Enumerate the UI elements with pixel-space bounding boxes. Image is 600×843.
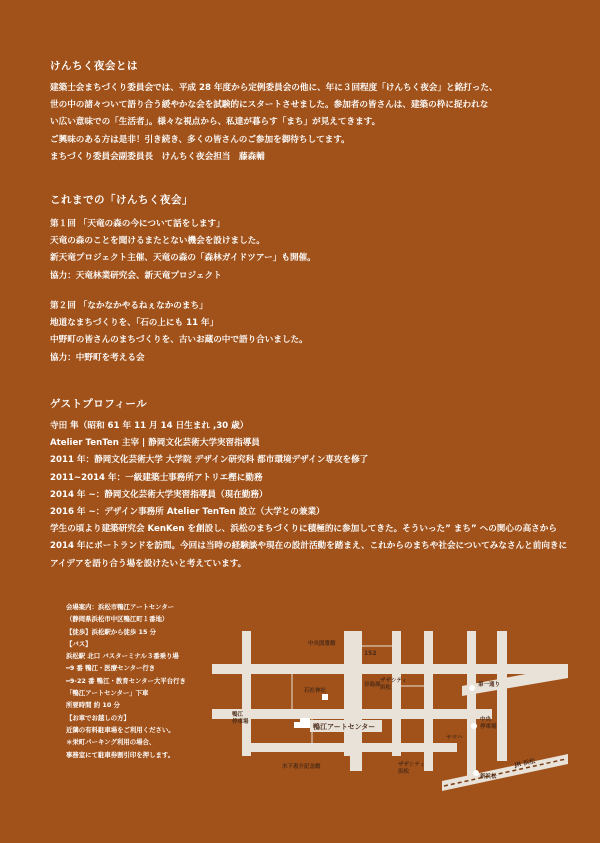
guest-bio: 学生の頃より建築研究会 KenKen を創設し、浜松のまちづくりに積極的に参加してきた。そういった” まち” への関心の高さから 2014 年にポートランドを訪問。今回は当時の経験談や現在の設計活動を踏まえ、これからのまちや社会についてみなさんと前向きにアイデアを語り合う場を設けたいと考えています。 (50, 524, 568, 569)
access-line: ━9 番 鴨江・医療センター行き (66, 664, 156, 673)
guest-line: Atelier TenTen 主宰 | 静岡文化芸術大学実習指導員 (50, 438, 260, 449)
map-label-kamoe-stop: 鴨江停車場 (232, 712, 249, 725)
map-label-kinoshita: 木下恵介記念館 (282, 764, 321, 770)
guest-profile (50, 418, 570, 573)
guest-line: 2016 年 ~：デザイン事務所 Atelier TenTen 設立（大学との兼業） (50, 507, 325, 518)
map-roads (212, 631, 568, 781)
guest-title: ゲストプロフィール (50, 398, 148, 410)
access-line: 「鴨江アートセンター」下車 (66, 689, 149, 698)
access-line: 【お車でお越しの方】 (66, 713, 130, 722)
event-line: 新天竜プロジェクト主催、天竜の森の「森林ガイドツアー」も開催。 (50, 253, 316, 264)
guest-line: 寺田 隼（昭和 61 年 11 月 14 日生まれ ,30 歳） (50, 421, 249, 431)
map-label-xavier-city: ザザシティ浜松 (398, 762, 425, 775)
event-2 (50, 298, 570, 367)
event-line: 天竜の森のことを聞けるまたとない機会を設けました。 (50, 236, 265, 247)
map-label-yamaha: ヤマハ (446, 735, 463, 741)
access-line: 【バス】 (66, 639, 92, 648)
access-line: 浜松駅 北口 バスターミナル３番乗り場 (66, 652, 179, 661)
map-label-first-street: 第一通り (478, 682, 501, 688)
access-line: 近隣の有料駐車場をご利用ください。 (66, 725, 175, 734)
map-label-xavier: ザザシティ浜松 (380, 678, 407, 691)
map-label-central-library: 中央図書館 (308, 641, 336, 647)
map-label-chuo-stop: 中央停車場 (480, 717, 497, 730)
intro-line: い広い意味での「生活者」。様々な視点から、私達が暮らす「まち」が見えてきます。 (50, 117, 381, 128)
event-line: 協力：中野町を考える会 (50, 352, 145, 363)
intro-title: けんちく夜会とは (50, 60, 138, 72)
map-label-jr: JR 浜松 (513, 757, 536, 769)
access-line: 【徒歩】浜松駅から徒歩 15 分 (66, 627, 157, 636)
map-art-center-label (310, 720, 382, 732)
guest-line: 2014 年 ~：静岡文化芸術大学実習指導員（現在勤務） (50, 489, 268, 500)
access-line: （静岡県浜松市中区鴨江町１番地） (66, 615, 169, 624)
history-title: これまでの「けんちく夜会」 (50, 194, 193, 206)
map-label-route-152: 152 (364, 650, 377, 657)
access-line: ━9-22 番 鴨江・教育センター大平台行き (66, 676, 186, 685)
guest-line: 2011~2014 年：一級建築士事務所アトリエ樫に勤務 (50, 472, 263, 483)
access-line: ＊栄町パーキング利用の場合、 (66, 738, 156, 747)
event-line: 協力：天竜林業研究会、新天竜プロジェクト (50, 270, 222, 281)
event-line: 第２回 「なかなかやるねぇなかのまち」 (50, 301, 208, 311)
event-line: 地道なまちづくりを、「石の上にも 11 年」 (50, 318, 219, 329)
location-map (212, 626, 570, 796)
map-art-center-marker (294, 718, 310, 728)
access-line: 会場案内：浜松市鴨江アートセンター (66, 603, 174, 611)
map-label-yamatomachi: 谷島屋 (364, 682, 381, 688)
access-info (66, 601, 236, 761)
intro-line: 世の中の諸々ついて語り合う緩やかな会を試験的にスタートさせました。参加者の皆さんは、建築の枠に捉われな (50, 100, 489, 111)
event-line: 第１回 「天竜の森の今について話をします」 (50, 219, 225, 229)
intro-signature: まちづくり委員会副委員長 けんちく夜会担当 藤森輔 (50, 151, 265, 162)
intro-body (50, 80, 570, 166)
access-line: 事務室にて駐車券割引印を押します。 (66, 750, 175, 759)
access-line: 所要時間 約 10 分 (66, 701, 120, 710)
map-label-shin-hamamatsu: 新浜松 (480, 774, 497, 780)
event-line: 中野町の皆さんのまちづくりを、古いお蔵の中で語り合いました。 (50, 335, 308, 346)
guest-line: 2011 年：静岡文化芸術大学 大学院 デザイン研究科 都市環境デザイン専攻を修了 (50, 455, 369, 466)
map-label-art-center: 鴨江アートセンター (313, 723, 376, 731)
intro-line: ご興味のある方は是非！引き続き、多くの皆さんのご参加を御待ちしてます。 (50, 134, 350, 145)
map-label-ishisha: 石社神社 (304, 688, 327, 694)
intro-line: 建築士会まちづくり委員会では、平成 28 年度から定例委員会の他に、年に３回程度「けんちく夜会」と銘打った、 (50, 83, 498, 93)
event-1 (50, 216, 570, 285)
